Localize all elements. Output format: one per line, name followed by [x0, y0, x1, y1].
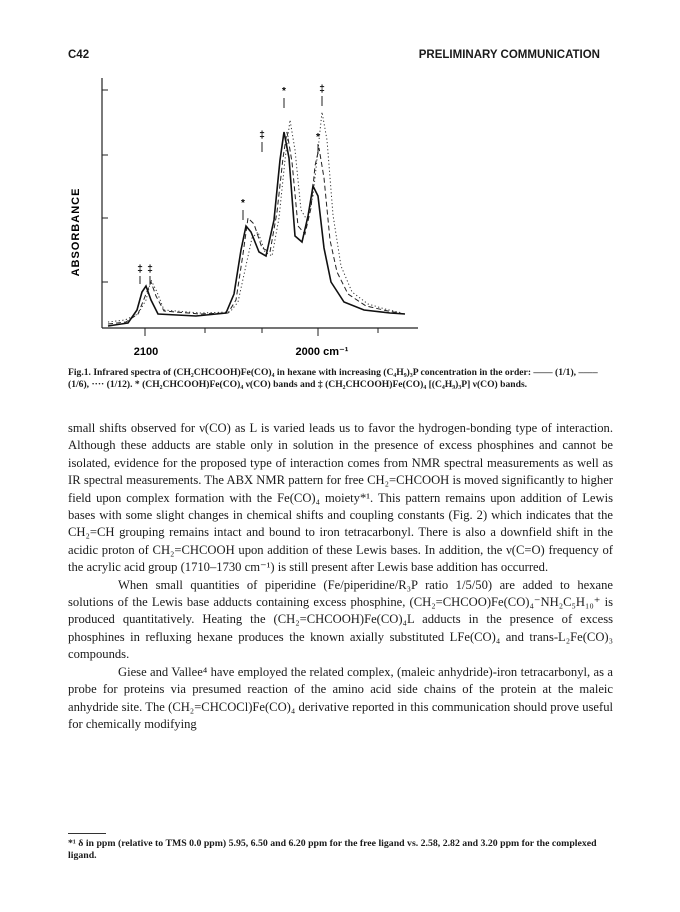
page-number: C42 [68, 49, 90, 61]
band-marker-double-dagger: ‡ [137, 264, 143, 275]
band-marker-star: * [282, 86, 286, 97]
running-title: PRELIMINARY COMMUNICATION [418, 49, 600, 61]
footnote: *¹ δ in ppm (relative to TMS 0.0 ppm) 5.95, 6.50 and 6.20 ppm for the free ligand vs. 2.58, 2.82 and 3.20 ppm for the complexed ligand. [68, 838, 597, 861]
body-text [68, 420, 613, 733]
spectrum-trace-solid [108, 132, 405, 326]
paragraph: When small quantities of piperidine (Fe/piperidine/R₃P ratio 1/5/50) are added to hexane solutions of the Lewis base adducts containing excess phosphine, (CH₂=CHCOO)Fe(CO)₄⁻NH₂C₅H₁₀⁺ is produced quantitatively. Heating the (CH₂=CHCOOH)Fe(CO)₄L adducts in the presence of excess phosphines in refluxing hexane produces the known axially substituted LFe(CO)₄ and trans-L₂Fe(CO)₃ compounds. [68, 577, 613, 662]
paragraph: small shifts observed for ν(CO) as L is varied leads us to favor the hydrogen-bonding type of interaction. Although these adducts are stable only in solution in the presence of excess phosphines and cannot be isolated, evidence for the proposed type of interaction comes from NMR spectral measurements as well as IR spectral measurements. The ABX NMR pattern for free CH₂=CHCOOH is moved significantly to higher field upon complex formation with the Fe(CO)₄ moiety*¹. This pattern remains upon addition of Lewis bases with some slight changes in chemical shifts and coupling constants (Fig. 2) which indicates that the CH₂=CH grouping remains intact and bound to iron tetracarbonyl. There is also a downfield shift in the acidic proton of CH₂=CHCOOH upon addition of these Lewis bases. In addition, the ν(C=O) frequency of the acrylic acid group (1710–1730 cm⁻¹) is still present after Lewis base addition has occurred. [68, 421, 613, 575]
ir-spectrum-figure [0, 0, 680, 365]
paragraph: Giese and Vallee⁴ have employed the related complex, (maleic anhydride)-iron tetracarbonyl, as a probe for proteins via presumed reaction of the amino acid side chains of the protein at the maleic anhydride site. The (CH₂=CHCOCl)Fe(CO)₄ derivative reported in this communication should prove useful for chemically modifying [68, 664, 613, 731]
y-axis-label: ABSORBANCE [70, 187, 82, 277]
figure-caption: Fig.1. Infrared spectra of (CH₂CHCOOH)Fe(CO)₄ in hexane with increasing (C₄H₉)₃P concentration in the order: —— (1/1), –––– (1/6), ···· (1/12). * (CH₂CHCOOH)Fe(CO)₄ ν(CO) bands and ‡ (CH₂CHCOOH)Fe(CO)₄ [(C₄H₉)₃P] ν(CO) bands. [68, 367, 598, 390]
x-tick-label-2000: 2000 cm⁻¹ [295, 346, 349, 358]
footnote-rule [68, 833, 106, 834]
band-marker-double-dagger: ‡ [319, 84, 325, 95]
band-marker-double-dagger: ‡ [259, 130, 265, 141]
band-marker-star: * [241, 198, 245, 209]
spectrum-trace-dotted [108, 112, 402, 322]
band-marker-star: * [316, 132, 320, 143]
band-marker-double-dagger: ‡ [147, 264, 153, 275]
spectrum-trace-dashed [108, 132, 405, 324]
x-tick-label-2100: 2100 [133, 346, 159, 358]
